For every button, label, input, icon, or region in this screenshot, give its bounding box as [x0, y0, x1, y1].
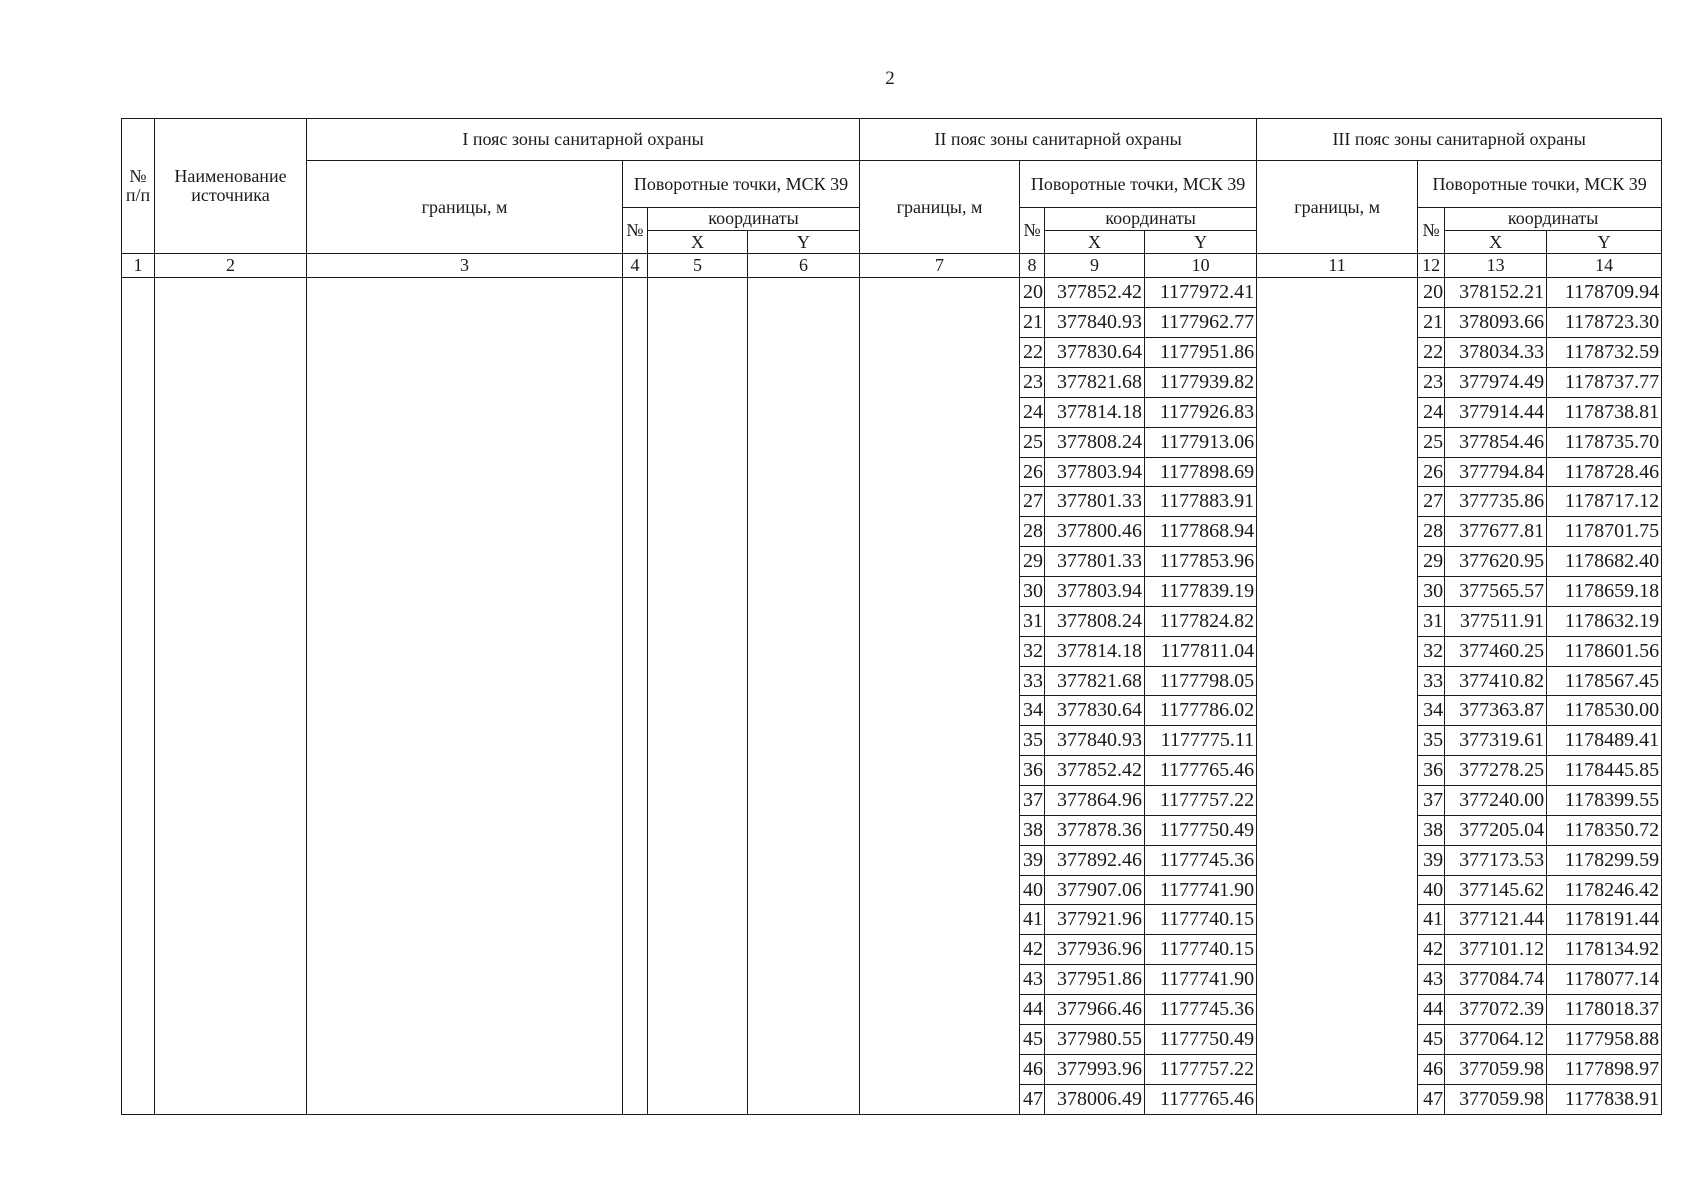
- cell-zone-3-point-no: 33: [1418, 666, 1445, 696]
- cell-zone-2-y: 1177750.49: [1145, 815, 1257, 845]
- header-zone-1: I пояс зоны санитарной охраны: [307, 119, 860, 161]
- cell-zone-2-point-no: 42: [1020, 935, 1045, 965]
- cell-zone-3-y: 1178191.44: [1547, 905, 1662, 935]
- cell-zone-2-x: 378006.49: [1045, 1084, 1145, 1114]
- cell-zone-3-x: 377319.61: [1445, 726, 1547, 756]
- cell-zone-2-y: 1177839.19: [1145, 577, 1257, 607]
- cell-zone-3-y: 1178728.46: [1547, 457, 1662, 487]
- cell-zone-3-y: 1178601.56: [1547, 636, 1662, 666]
- header-zone-2-coordinates: координаты: [1045, 207, 1257, 230]
- column-number: 11: [1257, 254, 1418, 278]
- cell-zone-2-x: 377808.24: [1045, 427, 1145, 457]
- cell-zone-3-point-no: 22: [1418, 338, 1445, 368]
- header-zone-1-coordinates: координаты: [648, 207, 860, 230]
- cell-zone-3-y: 1178737.77: [1547, 368, 1662, 398]
- cell-zone-2-y: 1177740.15: [1145, 905, 1257, 935]
- cell-zone-2-y: 1177765.46: [1145, 756, 1257, 786]
- cell-zone-3-x: 377363.87: [1445, 696, 1547, 726]
- cell-zone-3-point-no: 35: [1418, 726, 1445, 756]
- cell-zone-3-x: 377620.95: [1445, 547, 1547, 577]
- cell-zone-2-y: 1177898.69: [1145, 457, 1257, 487]
- cell-zone-3-x: 378034.33: [1445, 338, 1547, 368]
- cell-zone-3-y: 1178567.45: [1547, 666, 1662, 696]
- table-row: [122, 278, 1662, 308]
- cell-zone-1-x: [648, 278, 748, 1115]
- cell-zone-3-y: 1178738.81: [1547, 397, 1662, 427]
- cell-zone-2-x: 377808.24: [1045, 606, 1145, 636]
- column-number: 1: [122, 254, 155, 278]
- cell-zone-2-x: 377830.64: [1045, 696, 1145, 726]
- cell-zone-2-y: 1177883.91: [1145, 487, 1257, 517]
- header-zone-2-point-no: №: [1020, 207, 1045, 253]
- cell-zone-3-point-no: 34: [1418, 696, 1445, 726]
- cell-zone-3-x: 377059.98: [1445, 1084, 1547, 1114]
- cell-zone-3-point-no: 25: [1418, 427, 1445, 457]
- cell-zone-2-y: 1177962.77: [1145, 308, 1257, 338]
- cell-zone-3-point-no: 36: [1418, 756, 1445, 786]
- cell-zone-3-y: 1177958.88: [1547, 1024, 1662, 1054]
- header-zone-2-x: X: [1045, 231, 1145, 254]
- cell-zone-3-x: 377240.00: [1445, 786, 1547, 816]
- cell-zone-3-point-no: 26: [1418, 457, 1445, 487]
- cell-zone-2-y: 1177786.02: [1145, 696, 1257, 726]
- cell-zone-3-point-no: 27: [1418, 487, 1445, 517]
- cell-zone-2-x: 377936.96: [1045, 935, 1145, 965]
- cell-zone-2-point-no: 34: [1020, 696, 1045, 726]
- cell-zone-2-point-no: 31: [1020, 606, 1045, 636]
- cell-zone-2-x: 377840.93: [1045, 308, 1145, 338]
- cell-zone-2-x: 377803.94: [1045, 457, 1145, 487]
- cell-zone-3-point-no: 38: [1418, 815, 1445, 845]
- cell-zone-3-x: 377677.81: [1445, 517, 1547, 547]
- cell-zone-2-x: 377801.33: [1045, 487, 1145, 517]
- cell-zone-2-x: 377921.96: [1045, 905, 1145, 935]
- cell-zone-2-y: 1177741.90: [1145, 965, 1257, 995]
- cell-zone-1-point-no: [623, 278, 648, 1115]
- cell-zone-3-point-no: 30: [1418, 577, 1445, 607]
- column-number: 3: [307, 254, 623, 278]
- cell-zone-3-x: 377064.12: [1445, 1024, 1547, 1054]
- cell-zone-3-x: 377460.25: [1445, 636, 1547, 666]
- header-zone-3-y: Y: [1547, 231, 1662, 254]
- cell-zone-2-point-no: 47: [1020, 1084, 1045, 1114]
- cell-zone-2-point-no: 33: [1020, 666, 1045, 696]
- header-zone-3-x: X: [1445, 231, 1547, 254]
- cell-zone-2-point-no: 27: [1020, 487, 1045, 517]
- cell-zone-3-x: 377914.44: [1445, 397, 1547, 427]
- column-number: 5: [648, 254, 748, 278]
- cell-zone-2-x: 377821.68: [1045, 666, 1145, 696]
- cell-zone-2-point-no: 38: [1020, 815, 1045, 845]
- column-number: 2: [155, 254, 307, 278]
- header-zone-2-boundaries: границы, м: [860, 161, 1020, 254]
- cell-zone-2-x: 377951.86: [1045, 965, 1145, 995]
- cell-zone-3-boundaries: [1257, 278, 1418, 1115]
- cell-zone-3-point-no: 40: [1418, 875, 1445, 905]
- header-zone-3-turning-points: Поворотные точки, МСК 39: [1418, 161, 1662, 207]
- cell-zone-3-point-no: 29: [1418, 547, 1445, 577]
- header-source-name: Наименование источника: [155, 119, 307, 254]
- cell-zone-3-y: 1178659.18: [1547, 577, 1662, 607]
- cell-zone-3-point-no: 32: [1418, 636, 1445, 666]
- cell-zone-3-point-no: 43: [1418, 965, 1445, 995]
- column-number: 10: [1145, 254, 1257, 278]
- cell-zone-3-x: 377735.86: [1445, 487, 1547, 517]
- cell-zone-2-point-no: 26: [1020, 457, 1045, 487]
- cell-zone-3-y: 1178445.85: [1547, 756, 1662, 786]
- header-zone-3-boundaries: границы, м: [1257, 161, 1418, 254]
- cell-zone-2-y: 1177926.83: [1145, 397, 1257, 427]
- page-number: 2: [885, 68, 895, 89]
- cell-zone-3-point-no: 24: [1418, 397, 1445, 427]
- cell-zone-3-x: 377145.62: [1445, 875, 1547, 905]
- cell-zone-3-x: 377205.04: [1445, 815, 1547, 845]
- cell-zone-2-x: 377892.46: [1045, 845, 1145, 875]
- cell-zone-3-point-no: 46: [1418, 1054, 1445, 1084]
- cell-zone-2-boundaries: [860, 278, 1020, 1115]
- cell-zone-2-point-no: 21: [1020, 308, 1045, 338]
- cell-zone-3-x: 377072.39: [1445, 995, 1547, 1025]
- cell-zone-2-point-no: 23: [1020, 368, 1045, 398]
- cell-zone-2-y: 1177951.86: [1145, 338, 1257, 368]
- column-number: 7: [860, 254, 1020, 278]
- cell-zone-3-y: 1178246.42: [1547, 875, 1662, 905]
- cell-zone-3-x: 377854.46: [1445, 427, 1547, 457]
- cell-zone-3-point-no: 37: [1418, 786, 1445, 816]
- header-zone-1-boundaries: границы, м: [307, 161, 623, 254]
- column-number: 12: [1418, 254, 1445, 278]
- cell-zone-2-point-no: 37: [1020, 786, 1045, 816]
- header-zone-3: III пояс зоны санитарной охраны: [1257, 119, 1662, 161]
- cell-zone-2-point-no: 36: [1020, 756, 1045, 786]
- cell-zone-3-y: 1178735.70: [1547, 427, 1662, 457]
- cell-zone-3-y: 1177898.97: [1547, 1054, 1662, 1084]
- cell-zone-2-x: 377821.68: [1045, 368, 1145, 398]
- cell-zone-2-y: 1177765.46: [1145, 1084, 1257, 1114]
- cell-zone-2-y: 1177745.36: [1145, 995, 1257, 1025]
- cell-zone-1-y: [748, 278, 860, 1115]
- cell-zone-2-y: 1177972.41: [1145, 278, 1257, 308]
- cell-zone-3-x: 377974.49: [1445, 368, 1547, 398]
- cell-zone-3-y: 1178723.30: [1547, 308, 1662, 338]
- cell-zone-2-x: 377878.36: [1045, 815, 1145, 845]
- cell-zone-2-x: 377966.46: [1045, 995, 1145, 1025]
- header-zone-3-coordinates: координаты: [1445, 207, 1662, 230]
- cell-zone-3-point-no: 23: [1418, 368, 1445, 398]
- cell-zone-3-y: 1178018.37: [1547, 995, 1662, 1025]
- column-number: 8: [1020, 254, 1045, 278]
- cell-zone-3-x: 377121.44: [1445, 905, 1547, 935]
- column-number: 4: [623, 254, 648, 278]
- column-number: 9: [1045, 254, 1145, 278]
- cell-zone-3-x: 378152.21: [1445, 278, 1547, 308]
- header-row-number: № п/п: [122, 119, 155, 254]
- cell-zone-3-point-no: 44: [1418, 995, 1445, 1025]
- cell-zone-3-y: 1178682.40: [1547, 547, 1662, 577]
- cell-zone-3-x: 378093.66: [1445, 308, 1547, 338]
- cell-zone-3-point-no: 39: [1418, 845, 1445, 875]
- cell-zone-3-x: 377278.25: [1445, 756, 1547, 786]
- cell-zone-2-point-no: 45: [1020, 1024, 1045, 1054]
- header-zone-1-turning-points: Поворотные точки, МСК 39: [623, 161, 860, 207]
- cell-zone-2-point-no: 40: [1020, 875, 1045, 905]
- cell-zone-2-x: 377801.33: [1045, 547, 1145, 577]
- cell-zone-2-point-no: 30: [1020, 577, 1045, 607]
- cell-zone-3-x: 377173.53: [1445, 845, 1547, 875]
- cell-zone-2-point-no: 35: [1020, 726, 1045, 756]
- header-zone-2-turning-points: Поворотные точки, МСК 39: [1020, 161, 1257, 207]
- cell-zone-3-y: 1178732.59: [1547, 338, 1662, 368]
- column-number: 6: [748, 254, 860, 278]
- cell-zone-3-y: 1178077.14: [1547, 965, 1662, 995]
- cell-zone-2-x: 377907.06: [1045, 875, 1145, 905]
- cell-zone-2-y: 1177757.22: [1145, 1054, 1257, 1084]
- cell-zone-2-y: 1177853.96: [1145, 547, 1257, 577]
- header-zone-2: II пояс зоны санитарной охраны: [860, 119, 1257, 161]
- cell-zone-2-y: 1177775.11: [1145, 726, 1257, 756]
- cell-zone-2-x: 377864.96: [1045, 786, 1145, 816]
- cell-zone-3-y: 1178134.92: [1547, 935, 1662, 965]
- cell-zone-2-y: 1177939.82: [1145, 368, 1257, 398]
- cell-zone-3-point-no: 45: [1418, 1024, 1445, 1054]
- cell-zone-2-point-no: 22: [1020, 338, 1045, 368]
- cell-zone-2-x: 377814.18: [1045, 397, 1145, 427]
- cell-source-name: [155, 278, 307, 1115]
- cell-zone-2-x: 377852.42: [1045, 756, 1145, 786]
- cell-zone-3-point-no: 21: [1418, 308, 1445, 338]
- cell-zone-3-point-no: 31: [1418, 606, 1445, 636]
- cell-zone-2-y: 1177757.22: [1145, 786, 1257, 816]
- cell-zone-3-x: 377410.82: [1445, 666, 1547, 696]
- cell-zone-2-point-no: 20: [1020, 278, 1045, 308]
- cell-zone-2-x: 377800.46: [1045, 517, 1145, 547]
- cell-zone-2-x: 377830.64: [1045, 338, 1145, 368]
- sanitary-zone-table: [121, 118, 1662, 1115]
- cell-zone-2-point-no: 28: [1020, 517, 1045, 547]
- cell-zone-2-x: 377852.42: [1045, 278, 1145, 308]
- cell-zone-3-point-no: 41: [1418, 905, 1445, 935]
- cell-zone-3-y: 1178399.55: [1547, 786, 1662, 816]
- cell-zone-2-point-no: 39: [1020, 845, 1045, 875]
- cell-zone-2-y: 1177745.36: [1145, 845, 1257, 875]
- cell-zone-3-point-no: 20: [1418, 278, 1445, 308]
- cell-zone-2-point-no: 24: [1020, 397, 1045, 427]
- cell-zone-2-x: 377980.55: [1045, 1024, 1145, 1054]
- column-number: 14: [1547, 254, 1662, 278]
- cell-zone-2-y: 1177741.90: [1145, 875, 1257, 905]
- cell-zone-2-x: 377993.96: [1045, 1054, 1145, 1084]
- cell-zone-3-y: 1178530.00: [1547, 696, 1662, 726]
- cell-zone-3-y: 1177838.91: [1547, 1084, 1662, 1114]
- cell-zone-3-x: 377084.74: [1445, 965, 1547, 995]
- header-zone-3-point-no: №: [1418, 207, 1445, 253]
- cell-zone-2-y: 1177824.82: [1145, 606, 1257, 636]
- cell-zone-2-x: 377803.94: [1045, 577, 1145, 607]
- cell-zone-3-x: 377511.91: [1445, 606, 1547, 636]
- cell-zone-3-x: 377565.57: [1445, 577, 1547, 607]
- cell-zone-2-point-no: 46: [1020, 1054, 1045, 1084]
- cell-zone-1-boundaries: [307, 278, 623, 1115]
- cell-zone-2-point-no: 25: [1020, 427, 1045, 457]
- column-number: 13: [1445, 254, 1547, 278]
- cell-zone-3-y: 1178489.41: [1547, 726, 1662, 756]
- cell-zone-2-y: 1177811.04: [1145, 636, 1257, 666]
- cell-zone-2-y: 1177750.49: [1145, 1024, 1257, 1054]
- cell-zone-2-point-no: 41: [1020, 905, 1045, 935]
- header-zone-1-point-no: №: [623, 207, 648, 253]
- header-zone-1-y: Y: [748, 231, 860, 254]
- cell-zone-2-y: 1177913.06: [1145, 427, 1257, 457]
- cell-zone-3-y: 1178701.75: [1547, 517, 1662, 547]
- cell-zone-2-point-no: 32: [1020, 636, 1045, 666]
- header-zone-1-x: X: [648, 231, 748, 254]
- cell-zone-3-y: 1178709.94: [1547, 278, 1662, 308]
- cell-zone-3-y: 1178299.59: [1547, 845, 1662, 875]
- cell-zone-2-point-no: 43: [1020, 965, 1045, 995]
- cell-zone-3-y: 1178350.72: [1547, 815, 1662, 845]
- cell-zone-2-x: 377840.93: [1045, 726, 1145, 756]
- cell-zone-3-x: 377101.12: [1445, 935, 1547, 965]
- cell-zone-3-y: 1178717.12: [1547, 487, 1662, 517]
- cell-zone-3-y: 1178632.19: [1547, 606, 1662, 636]
- cell-zone-3-x: 377794.84: [1445, 457, 1547, 487]
- cell-zone-3-x: 377059.98: [1445, 1054, 1547, 1084]
- cell-zone-2-point-no: 44: [1020, 995, 1045, 1025]
- cell-zone-2-y: 1177868.94: [1145, 517, 1257, 547]
- header-zone-2-y: Y: [1145, 231, 1257, 254]
- cell-zone-3-point-no: 28: [1418, 517, 1445, 547]
- cell-zone-2-point-no: 29: [1020, 547, 1045, 577]
- cell-row-number: [122, 278, 155, 1115]
- cell-zone-2-y: 1177740.15: [1145, 935, 1257, 965]
- cell-zone-3-point-no: 47: [1418, 1084, 1445, 1114]
- cell-zone-2-y: 1177798.05: [1145, 666, 1257, 696]
- cell-zone-2-x: 377814.18: [1045, 636, 1145, 666]
- cell-zone-3-point-no: 42: [1418, 935, 1445, 965]
